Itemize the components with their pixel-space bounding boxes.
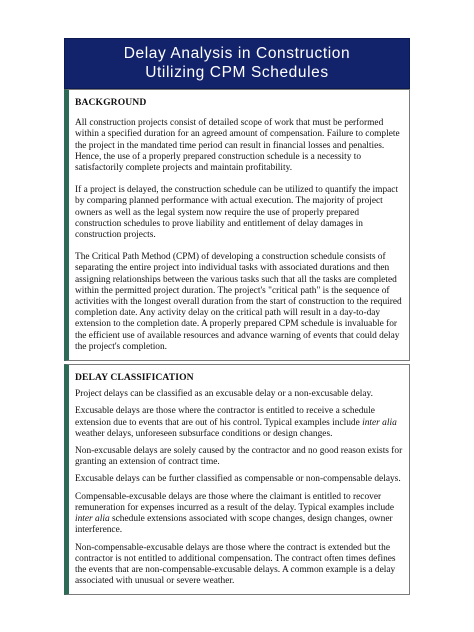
background-section [64,89,410,361]
title-banner [64,38,410,89]
classification-paragraph-2 [75,406,403,440]
classification-paragraph-4: Excusable delays can be further classified as compensable or non-compensable delays. [75,474,401,485]
background-paragraph-1: All construction projects consist of detailed scope of work that must be performed within a specified duration for an agreed amount of compensation. Failure to complete the project in the mandated time period can result in financial losses and penalties. Hence, the use of a properly prepared construction schedule is a necessity to satisfactorily complete projects and maintain profitability. [75,118,400,174]
excusable-text-end: weather delays, unforeseen subsurface conditions or design changes. [75,428,333,439]
title-line-1: Delay Analysis in Construction [123,45,351,62]
classification-paragraph-3: Non-excusable delays are solely caused by the contractor and no good reason exists for granting an extension of contract time. [75,446,403,468]
background-paragraph-3: The Critical Path Method (CPM) of developing a construction schedule consists of separating the entire project into individual tasks with associated durations and then assigning relationships between the various tasks such that all the tasks are completed within the permitted project duration. The project's "critical path" is the sequence of activities with the longest overall duration from the start of construction to the required completion date. Any activity delay on the critical path will result in a day-to-day extension to the completion date. A properly prepared CPM schedule is invaluable for the efficient use of available resources and advance warning of events that could delay the project's completion. [75,252,402,352]
excusable-text-start: Excusable delays are those where the contractor is entitled to receive a schedule extension due to events that are out of his control. Typical examples include [75,406,375,428]
classification-paragraph-5 [75,492,403,537]
compensable-text-start: Compensable-excusable delays are those where the claimant is entitled to recover remuneration for expenses incurred as a result of the delay. Typical examples include [75,491,395,513]
classification-paragraph-1: Project delays can be classified as an excusable delay or a non-excusable delay. [75,389,373,400]
compensable-text-end: schedule extensions associated with scope changes, design changes, owner interference. [75,514,393,536]
classification-paragraph-6: Non-compensable-excusable delays are those where the contract is extended but the contractor is not entitled to additional compensation. The contract often times defines the events that are non-compensable-excusable delays. A common example is a delay associated with unusual or severe weather. [75,542,396,587]
title-line-2: Utilizing CPM Schedules [145,64,329,81]
background-paragraph-2: If a project is delayed, the construction schedule can be utilized to quantify the impact by comparing planned performance with actual execution. The majority of project owners as well as the legal system now require the use of properly prepared construction schedules to prove liability and entitlement of delay damages in construction projects. [75,185,399,241]
document-page [64,38,410,595]
background-heading: BACKGROUND [75,97,147,108]
inter-alia-term: inter alia [362,417,397,428]
inter-alia-term-2: inter alia [75,514,110,525]
classification-section [64,364,410,595]
classification-heading: DELAY CLASSIFICATION [75,372,194,384]
